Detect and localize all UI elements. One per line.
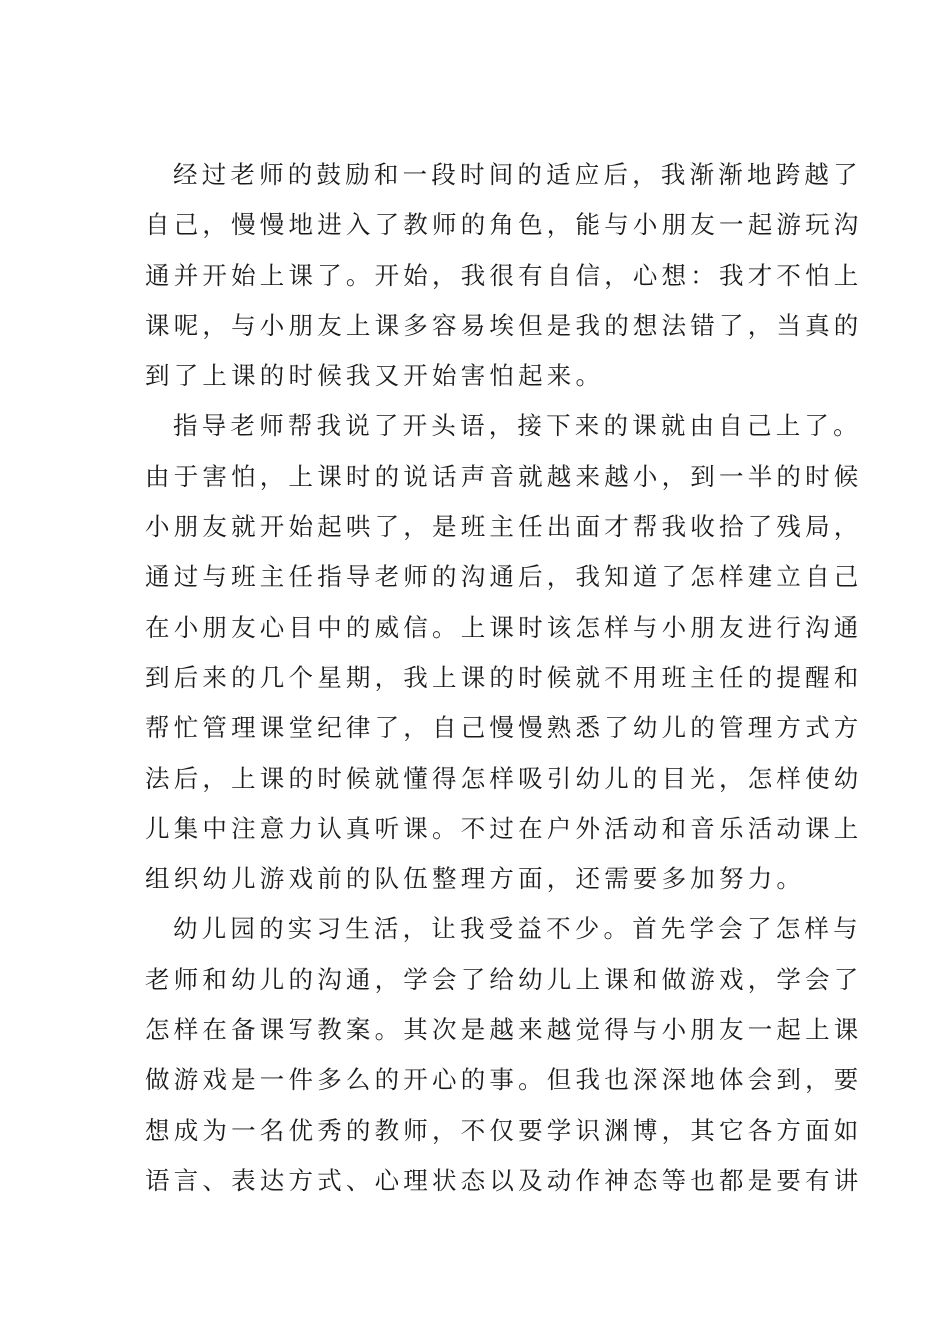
paragraph-2: [145, 401, 863, 904]
paragraph-3: [145, 904, 863, 1206]
text-line: 想成为一名优秀的教师，不仅要学识渊博，其它各方面如: [145, 1115, 863, 1145]
text-line: 经过老师的鼓励和一段时间的适应后，我渐渐地跨越了: [173, 160, 862, 189]
text-line: 法后，上课的时候就懂得怎样吸引幼儿的目光，怎样使幼: [145, 763, 863, 793]
text-line: 组织幼儿游戏前的队伍整理方面，还需要多加努力。: [145, 864, 806, 894]
text-line: 儿集中注意力认真听课。不过在户外活动和音乐活动课上: [145, 813, 863, 843]
text-line: 通过与班主任指导老师的沟通后，我知道了怎样建立自己: [145, 562, 863, 592]
document-body: [145, 150, 863, 1206]
text-line: 老师和幼儿的沟通，学会了给幼儿上课和做游戏，学会了: [145, 964, 863, 994]
text-line: 小朋友就开始起哄了，是班主任出面才帮我收拾了残局，: [145, 512, 863, 542]
text-line: 怎样在备课写教案。其次是越来越觉得与小朋友一起上课: [145, 1015, 863, 1045]
text-line: 做游戏是一件多么的开心的事。但我也深深地体会到，要: [145, 1065, 863, 1095]
text-line: 课呢，与小朋友上课多容易埃但是我的想法错了，当真的: [145, 310, 863, 340]
text-line: 到后来的几个星期，我上课的时候就不用班主任的提醒和: [145, 662, 863, 692]
text-line: 在小朋友心目中的威信。上课时该怎样与小朋友进行沟通: [145, 612, 863, 642]
text-line: 自己，慢慢地进入了教师的角色，能与小朋友一起游玩沟: [145, 210, 863, 240]
text-line: 幼儿园的实习生活，让我受益不少。首先学会了怎样与: [173, 914, 862, 944]
text-line: 到了上课的时候我又开始害怕起来。: [145, 361, 605, 391]
text-line: 由于害怕，上课时的说话声音就越来越小，到一半的时候: [145, 461, 863, 491]
text-line: 语言、表达方式、心理状态以及动作神态等也都是要有讲: [145, 1165, 863, 1195]
paragraph-1: [145, 150, 863, 401]
text-line: 指导老师帮我说了开头语，接下来的课就由自己上了。: [173, 411, 862, 441]
text-line: 帮忙管理课堂纪律了，自己慢慢熟悉了幼儿的管理方式方: [145, 713, 863, 743]
text-line: 通并开始上课了。开始，我很有自信，心想：我才不怕上: [145, 260, 863, 290]
